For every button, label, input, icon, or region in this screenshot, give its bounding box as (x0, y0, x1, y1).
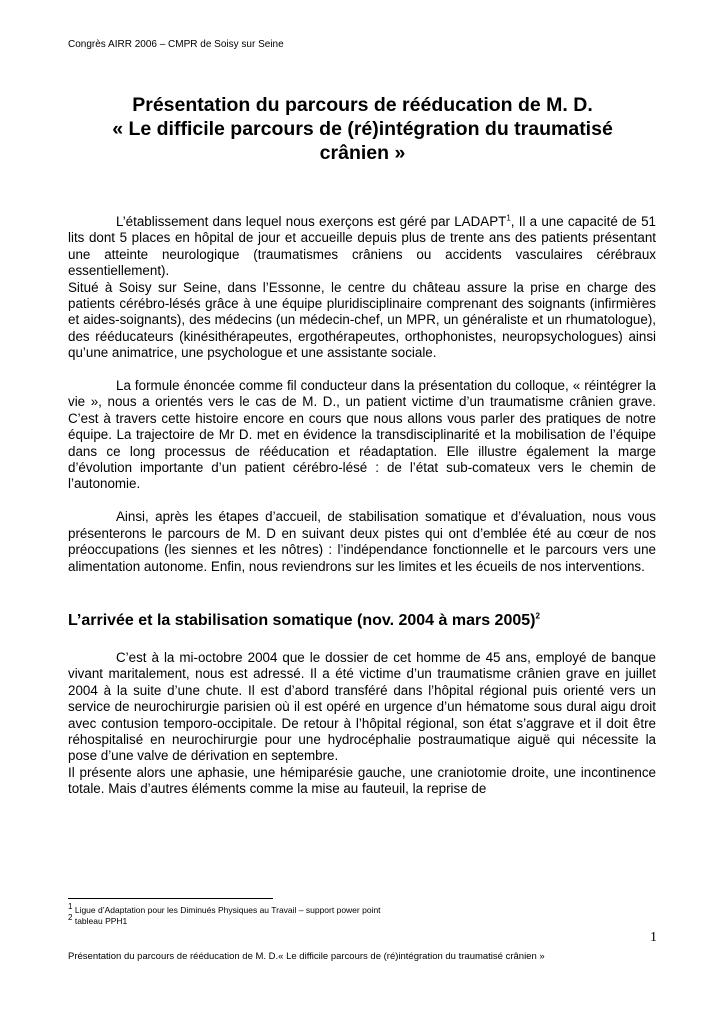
section-heading-text: L’arrivée et la stabilisation somatique (nov. 2004 à mars 2005) (68, 611, 536, 629)
footnote-1 (68, 902, 381, 916)
footnote-separator (68, 898, 273, 899)
footnote-2 (68, 913, 381, 927)
intro-paragraph-3: La formule énoncée comme fil conducteur dans la présentation du colloque, « réintégrer la vie », nous a orientés vers le cas de M. D., un patient victime d’un traumatisme crânien grave. C’est à travers cette histoire encore en cours que nous allons vous parler des pratiques de notre équipe. La trajectoire de Mr D. met en évidence la transdisciplinarité et la mobilisation de l’équipe dans ce long processus de rééducation et réadaptation. Elle illustre également la marge d’évolution importante d’un patient cérébro-lésé : de l’état sub-comateux vers le chemin de l’autonomie. (68, 378, 656, 492)
page-number: 1 (650, 930, 657, 945)
footnote-2-mark: 2 (68, 913, 73, 923)
running-footer: Présentation du parcours de rééducation de M. D.« Le difficile parcours de (ré)intégration du traumatisé crânien » (68, 951, 545, 962)
footnote-1-mark: 1 (68, 902, 73, 912)
footnote-2-text: tableau PPH1 (74, 916, 128, 926)
intro-paragraph-1 (68, 214, 656, 280)
section-paragraph-1: C’est à la mi-octobre 2004 que le dossier de cet homme de 45 ans, employé de banque vivant maritalement, nous est adressé. Il a été victime d’un traumatisme crânien grave en juillet 2004 à la suite d’une chute. Il est d’abord transféré dans l’hôpital régional puis orienté vers un service de neurochirurgie parisien où il est opéré en urgence d’un hématome sous dural aigu droit avec contusion temporo-occipitale. De retour à l’hôpital régional, son état s’aggrave et il doit être réhospitalisé en neurochirurgie pour une hydrocéphalie postraumatique aiguë qui nécessite la pose d’une valve de dérivation en septembre. (68, 649, 656, 764)
footnote-1-text: Ligue d’Adaptation pour les Diminués Physiques au Travail – support power point (74, 905, 381, 915)
title-line-1: Présentation du parcours de rééducation de M. D. (132, 94, 593, 116)
document-body (68, 214, 656, 798)
intro-paragraph-4: Ainsi, après les étapes d’accueil, de stabilisation somatique et d’évaluation, nous vous présenterons le parcours de M. D en suivant deux pistes qui ont d’emblée été au cœur de nos préoccupations (les siennes et les nôtres) : l’indépendance fonctionnelle et le parcours vers une alimentation autonome. Enfin, nous reviendrons sur les limites et les écueils de nos interventions. (68, 509, 656, 574)
document-title (60, 93, 665, 165)
intro-paragraph-2: Situé à Soisy sur Seine, dans l’Essonne, le centre du château assure la prise en charge des patients cérébro-lésés grâce à une équipe pluridisciplinaire comprenant des soignants (infirmières et aides-soignants), des médecins (un médecin-chef, un MPR, un généraliste et un rhumatologue), des rééducateurs (kinésithérapeutes, ergothérapeutes, orthophonistes, neuropsychologues) ainsi qu’une animatrice, une psychologue et une assistante sociale. (68, 279, 656, 361)
footnote-ref-2: 2 (535, 611, 540, 621)
title-line-2: « Le difficile parcours de (ré)intégration du traumatisé (112, 118, 613, 140)
footnotes (68, 902, 381, 927)
section-heading (68, 611, 656, 631)
footnote-ref-1: 1 (506, 213, 511, 223)
section-paragraph-2: Il présente alors une aphasie, une hémiparésie gauche, une craniotomie droite, une incontinence totale. Mais d’autres éléments comme la mise au fauteuil, la reprise de (68, 764, 656, 797)
intro-paragraph-1-text-b: , Il a une capacité de 51 lits dont 5 places en hôpital de jour et accueille depuis plus de trente ans des patients présentant une atteinte neurologique (traumatismes crâniens ou accidents vasculaires cérébraux essentiellement). (68, 214, 656, 279)
intro-paragraph-1-text-a: L’établissement dans lequel nous exerçons est géré par LADAPT (116, 214, 507, 229)
running-header: Congrès AIRR 2006 – CMPR de Soisy sur Seine (68, 39, 284, 50)
title-line-3: crânien » (319, 142, 406, 164)
